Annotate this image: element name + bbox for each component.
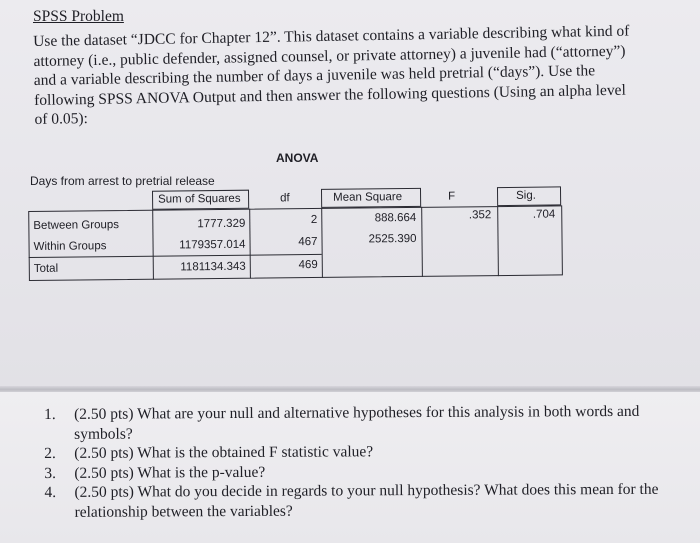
cell-ms-between: 888.664 bbox=[374, 211, 417, 225]
cell-ss-total: 1181134.343 bbox=[180, 260, 246, 274]
question-text: (2.50 pts) What are your null and alternative hypotheses for this analysis in both words and symbols? bbox=[74, 402, 640, 443]
intro-line: and a variable describing the number of days a juvenile was held pretrial (“days”). Use the bbox=[33, 62, 596, 89]
row-label-between: Between Groups bbox=[33, 219, 120, 232]
cell-ss-within: 1179357.014 bbox=[179, 238, 246, 252]
intro-line: of 0.05): bbox=[34, 110, 89, 128]
question-number: 2. bbox=[44, 444, 56, 462]
question-number: 4. bbox=[44, 483, 57, 501]
question-text: (2.50 pts) What is the p-value? bbox=[74, 463, 266, 482]
question-number: 3. bbox=[44, 464, 57, 482]
column-header-ss: Sum of Squares bbox=[158, 192, 241, 206]
cell-ss-between: 1777.329 bbox=[197, 217, 246, 231]
anova-title: ANOVA bbox=[276, 151, 319, 165]
intro-paragraph bbox=[33, 21, 675, 130]
question-list bbox=[44, 402, 685, 522]
question-item bbox=[44, 480, 684, 522]
question-number: 1. bbox=[44, 405, 56, 423]
column-header-sig: Sig. bbox=[516, 189, 536, 202]
cell-df-total: 469 bbox=[298, 258, 318, 272]
cell-df-between: 2 bbox=[310, 213, 318, 227]
intro-line: Use the dataset “JDCC for Chapter 12”. This dataset contains a variable describing what kind of bbox=[33, 22, 630, 50]
column-header-df: df bbox=[280, 192, 290, 205]
intro-line: following SPSS ANOVA Output and then answer the following questions (Using an alpha level bbox=[34, 81, 626, 109]
intro-line: attorney (i.e., public defender, assigned counsel, or private attorney) a juvenile had (“attorney”) bbox=[33, 42, 626, 70]
anova-table bbox=[28, 186, 563, 281]
cell-ms-within: 2525.390 bbox=[368, 232, 417, 246]
column-header-f: F bbox=[448, 190, 456, 203]
row-label-within: Within Groups bbox=[33, 240, 107, 253]
page-heading: SPSS Problem bbox=[33, 8, 124, 25]
dependent-variable-label: Days from arrest to pretrial release bbox=[30, 174, 215, 188]
column-header-ms: Mean Square bbox=[333, 191, 403, 204]
question-text: (2.50 pts) What is the obtained F statistic value? bbox=[74, 443, 374, 462]
cell-df-within: 467 bbox=[298, 235, 318, 249]
question-text: (2.50 pts) What do you decide in regards to your null hypothesis? What does this mean for the relationship between the variables? bbox=[74, 480, 659, 521]
row-label-total: Total bbox=[33, 262, 59, 275]
cell-sig-between: .704 bbox=[532, 208, 556, 221]
question-item bbox=[44, 402, 684, 444]
cell-f-between: .352 bbox=[468, 209, 492, 222]
